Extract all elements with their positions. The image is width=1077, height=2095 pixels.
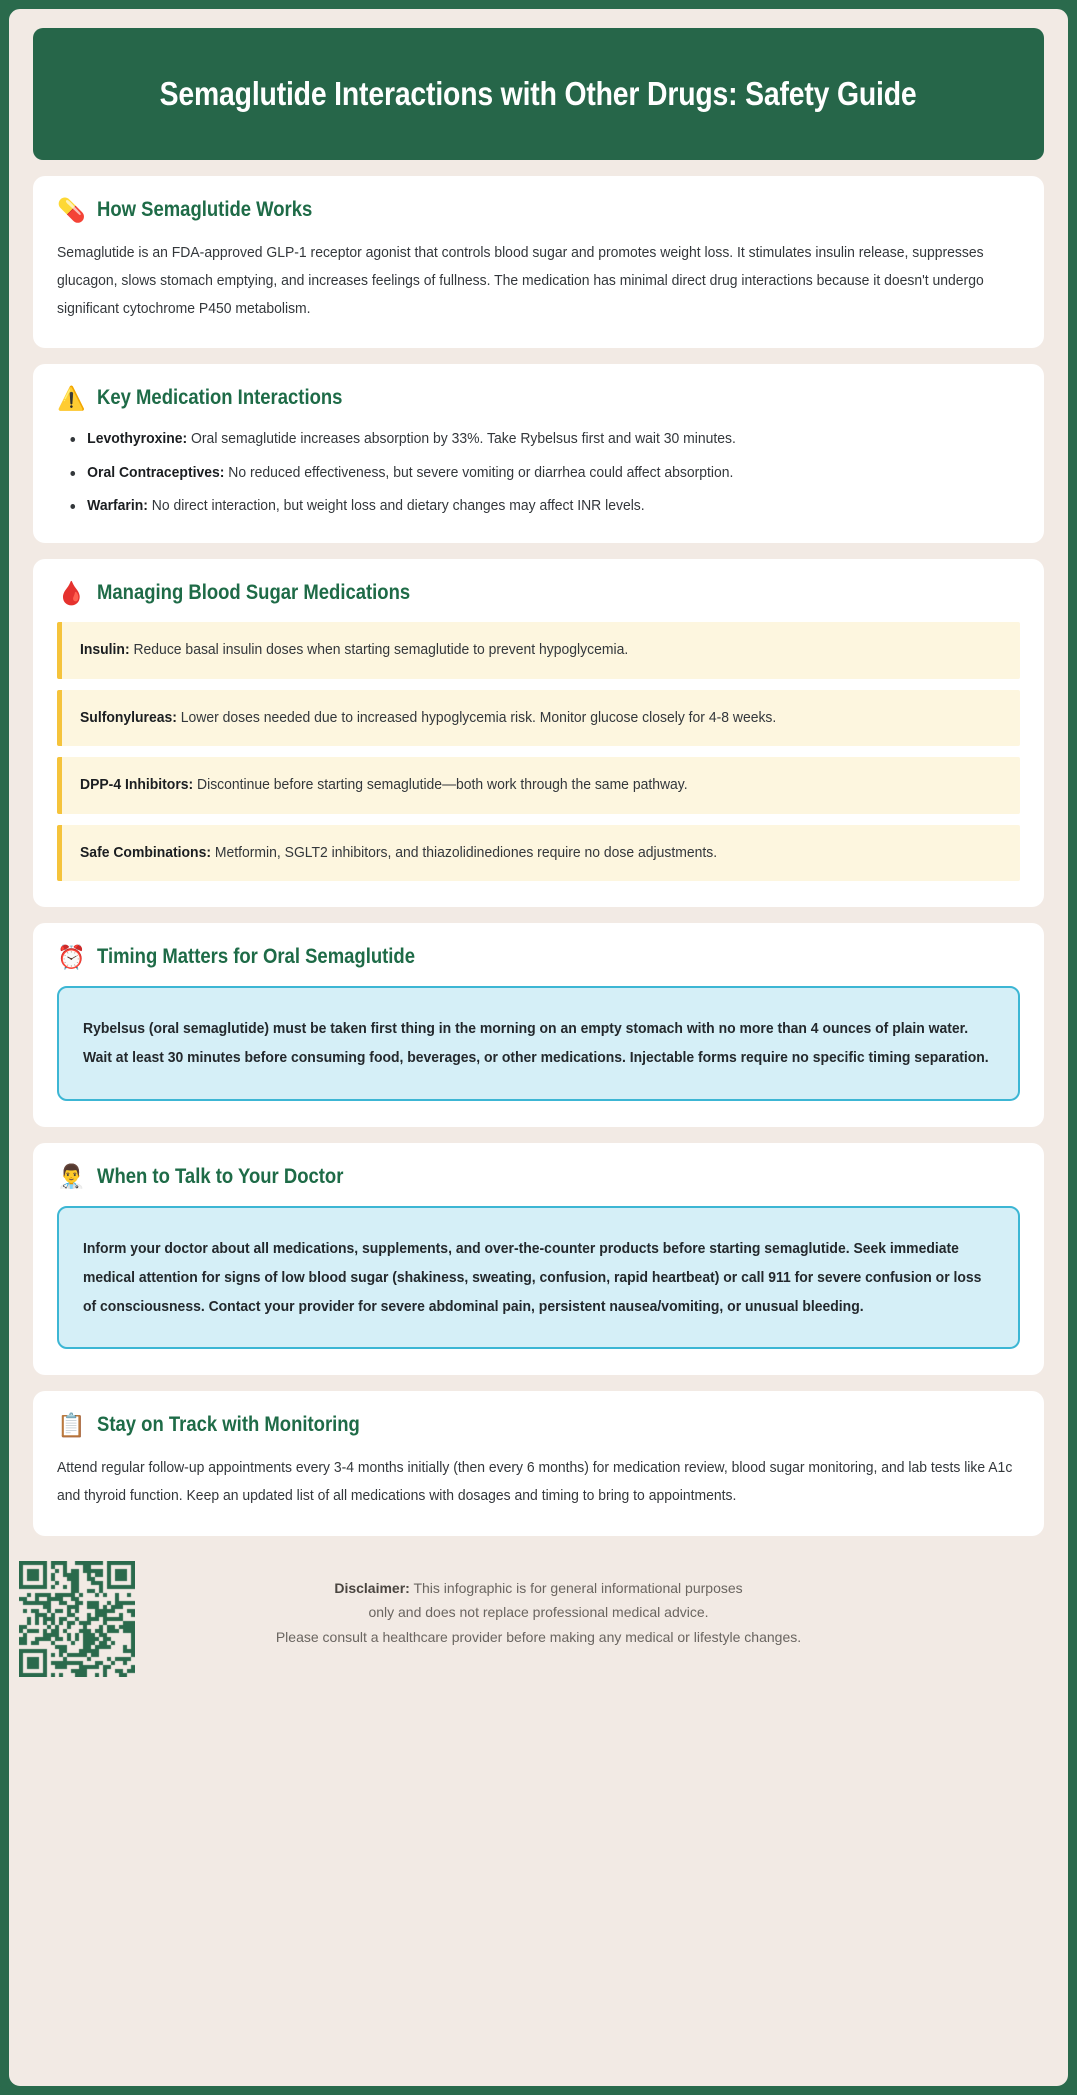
list-item-label: Insulin: bbox=[80, 641, 130, 658]
blood-drop-icon: 🩸 bbox=[57, 579, 86, 606]
card-how-semaglutide-works bbox=[33, 176, 1044, 348]
timing-callout-text: Rybelsus (oral semaglutide) must be taken first thing in the morning on an empty stomach with no more than 4 ounces of plain water. Wait at least 30 minutes before consuming food, beverages, or other medications. Injectable forms require no specific timing separation. bbox=[83, 1020, 989, 1067]
doctor-callout-text: Inform your doctor about all medications, supplements, and over-the-counter products before starting semaglutide. Seek immediate medical attention for signs of low blood sugar (shakiness, sweating, confusion, rapid heartbeat) or call 911 for severe confusion or loss of consciousness. Contact your provider for severe abdominal pain, persistent nausea/vomiting, or unusual bleeding. bbox=[83, 1239, 982, 1315]
list-item-label: Warfarin: bbox=[87, 496, 148, 514]
list-item bbox=[63, 461, 1020, 484]
disclaimer-text-1: This infographic is for general informational purposes bbox=[409, 1579, 743, 1596]
disclaimer bbox=[33, 1576, 1044, 1650]
list-item-label: DPP-4 Inhibitors: bbox=[80, 776, 194, 793]
header-banner bbox=[33, 28, 1044, 160]
list-item bbox=[63, 494, 1020, 517]
section-title-blood-sugar: Managing Blood Sugar Medications bbox=[96, 581, 410, 604]
disclaimer-line-3: Please consult a healthcare provider before making any medical or lifestyle changes. bbox=[275, 1628, 802, 1645]
alarm-clock-icon: ⏰ bbox=[57, 943, 86, 970]
card-blood-sugar-medications bbox=[33, 559, 1044, 907]
card-talk-to-doctor bbox=[33, 1143, 1044, 1376]
clipboard-icon: 📋 bbox=[57, 1411, 86, 1438]
pill-icon: 💊 bbox=[57, 196, 86, 223]
list-item-text: Metformin, SGLT2 inhibitors, and thiazolidinediones require no dose adjustments. bbox=[210, 843, 718, 861]
list-item-text: Oral semaglutide increases absorption by 33%. Take Rybelsus first and wait 30 minutes. bbox=[187, 430, 736, 448]
blood-sugar-list bbox=[57, 622, 1020, 881]
timing-callout bbox=[57, 986, 1020, 1101]
section-title-doctor: When to Talk to Your Doctor bbox=[96, 1164, 344, 1188]
list-item bbox=[57, 825, 1020, 882]
card-timing bbox=[33, 923, 1044, 1127]
list-item-label: Oral Contraceptives: bbox=[87, 463, 225, 481]
card-header bbox=[57, 1413, 1020, 1437]
list-item-text: No direct interaction, but weight loss and dietary changes may affect INR levels. bbox=[147, 496, 645, 514]
card-monitoring bbox=[33, 1391, 1044, 1536]
section-title-monitoring: Stay on Track with Monitoring bbox=[96, 1413, 360, 1437]
card-header bbox=[57, 386, 1020, 410]
list-item-text: No reduced effectiveness, but severe vomiting or diarrhea could affect absorption. bbox=[224, 463, 734, 481]
card-header bbox=[57, 198, 1020, 222]
card-header bbox=[57, 581, 1020, 605]
list-item-label: Sulfonylureas: bbox=[80, 708, 177, 726]
interaction-list bbox=[57, 427, 1020, 517]
section-body-how-it-works: Semaglutide is an FDA-approved GLP-1 receptor agonist that controls blood sugar and promotes weight loss. It stimulates insulin release, suppresses glucagon, slows stomach emptying, and increases feelings of fullness. The medication has minimal direct drug interactions because it doesn't undergo significant cytochrome P450 metabolism. bbox=[57, 244, 984, 317]
card-header bbox=[57, 1165, 1020, 1189]
list-item-text: Discontinue before starting semaglutide—both work through the same pathway. bbox=[193, 776, 688, 793]
section-title-key-interactions: Key Medication Interactions bbox=[96, 386, 343, 410]
list-item-label: Levothyroxine: bbox=[87, 430, 188, 448]
footer bbox=[33, 1554, 1044, 1680]
list-item-text: Lower doses needed due to increased hypoglycemia risk. Monitor glucose closely for 4-8 weeks. bbox=[176, 708, 777, 726]
page-title: Semaglutide Interactions with Other Drugs: Safety Guide bbox=[160, 75, 917, 112]
card-header bbox=[57, 945, 1020, 969]
disclaimer-label: Disclaimer: bbox=[334, 1579, 410, 1596]
section-body-monitoring: Attend regular follow-up appointments every 3-4 months initially (then every 6 months) for medication review, blood sugar monitoring, and lab tests like A1c and thyroid function. Keep an updated list of all medications with dosages and timing to bring to appointments. bbox=[57, 1459, 1013, 1504]
list-item bbox=[63, 427, 1020, 450]
list-item-text: Reduce basal insulin doses when starting semaglutide to prevent hypoglycemia. bbox=[129, 641, 629, 658]
warning-triangle-icon: ⚠️ bbox=[57, 384, 86, 411]
doctor-callout bbox=[57, 1206, 1020, 1350]
disclaimer-line-2: only and does not replace professional medical advice. bbox=[368, 1604, 709, 1621]
list-item bbox=[57, 622, 1020, 679]
section-title-timing: Timing Matters for Oral Semaglutide bbox=[96, 945, 415, 968]
disclaimer-line-1 bbox=[33, 1576, 1044, 1601]
list-item bbox=[57, 690, 1020, 747]
card-key-interactions bbox=[33, 364, 1044, 543]
list-item bbox=[57, 757, 1020, 814]
doctor-icon: 👨‍⚕️ bbox=[57, 1163, 86, 1189]
list-item-label: Safe Combinations: bbox=[80, 843, 211, 861]
section-title-how-it-works: How Semaglutide Works bbox=[96, 198, 312, 221]
